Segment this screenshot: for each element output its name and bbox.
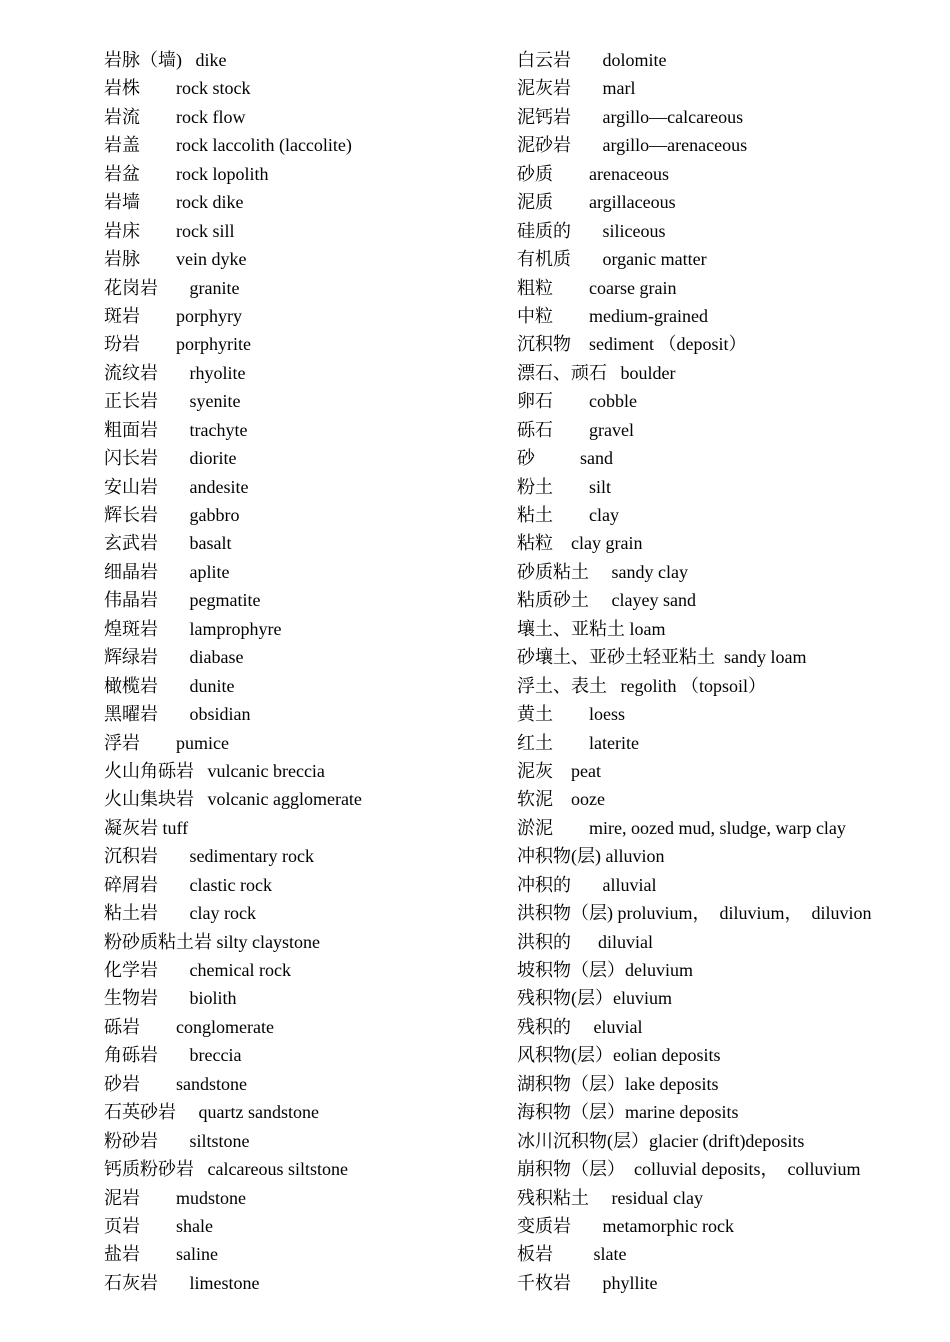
glossary-entry: 泥灰 peat [517,760,601,781]
glossary-entry: 橄榄岩 dunite [104,675,235,696]
glossary-entry: 坡积物（层）deluvium [517,960,693,980]
glossary-entry: 页岩 shale [104,1215,213,1236]
glossary-entry: 淤泥 mire, oozed mud, sludge, warp clay [517,817,846,838]
glossary-entry: 冲积物(层) alluvion [517,846,665,867]
glossary-entry: 粉砂岩 siltstone [104,1130,250,1151]
glossary-entry: 玄武岩 basalt [104,533,232,554]
glossary-entry: 钙质粉砂岩 calcareous siltstone [104,1159,348,1180]
glossary-entry: 残积物(层）eluvium [517,988,672,1009]
glossary-entry: 玢岩 porphyrite [104,334,251,355]
glossary-entry: 风积物(层）eolian deposits [517,1045,721,1066]
glossary-entry: 岩脉（墙) dike [104,50,227,70]
glossary-entry: 碎屑岩 clastic rock [104,874,272,895]
glossary-entry: 泥岩 mudstone [104,1187,246,1208]
glossary-entry: 生物岩 biolith [104,988,237,1009]
glossary-entry: 冰川沉积物(层）glacier (drift)deposits [517,1130,805,1151]
glossary-entry: 海积物（层）marine deposits [517,1102,739,1123]
glossary-entry: 闪长岩 diorite [104,448,237,469]
glossary-entry: 冲积的 alluvial [517,874,657,895]
glossary-entry: 浮岩 pumice [104,732,229,753]
glossary-entry: 火山集块岩 volcanic agglomerate [104,789,362,810]
glossary-entry: 化学岩 chemical rock [104,960,291,980]
glossary-entry: 沉积物 sediment （deposit） [517,334,747,355]
glossary-entry: 泥灰岩 marl [517,78,636,99]
glossary-entry: 洪积物（层) proluvium， diluvium， diluvion [517,903,872,924]
glossary-entry: 粘土岩 clay rock [104,903,256,924]
glossary-entry: 变质岩 metamorphic rock [517,1215,734,1236]
glossary-entry: 残积粘土 residual clay [517,1187,703,1208]
glossary-entry: 凝灰岩 tuff [104,817,189,838]
glossary-entry: 砂岩 sandstone [104,1073,247,1094]
glossary-entry: 粉土 silt [517,476,612,497]
glossary-entry: 硅质的 siliceous [517,220,666,241]
glossary-entry: 粘质砂土 clayey sand [517,590,696,611]
glossary-entry: 洪积的 diluvial [517,931,653,952]
glossary-entry: 岩床 rock sill [104,220,235,241]
glossary-entry: 角砾岩 breccia [104,1045,242,1066]
glossary-entry: 黑曜岩 obsidian [104,704,251,725]
glossary-entry: 砂壤土、亚砂土轻亚粘土 sandy loam [517,647,807,668]
glossary-entry: 岩墙 rock dike [104,192,244,213]
glossary-entry: 岩盖 rock laccolith (laccolite) [104,135,352,156]
glossary-entry: 残积的 eluvial [517,1016,643,1037]
glossary-entry: 泥质 argillaceous [517,192,676,213]
glossary-entry: 流纹岩 rhyolite [104,362,246,383]
glossary-entry: 中粒 medium-grained [517,305,708,326]
glossary-entry: 砂质 arenaceous [517,163,669,184]
glossary-entry: 粘土 clay [517,505,619,525]
glossary-entry: 沉积岩 sedimentary rock [104,846,314,867]
glossary-entry: 红土 laterite [517,732,639,753]
glossary-entry: 细晶岩 aplite [104,561,230,582]
glossary-entry: 岩流 rock flow [104,106,246,127]
glossary-entry: 卵石 cobble [517,391,637,412]
glossary-entry: 砾石 gravel [517,419,634,440]
glossary-entry: 岩脉 vein dyke [104,249,247,270]
glossary-entry: 火山角砾岩 vulcanic breccia [104,760,325,781]
glossary-entry: 岩株 rock stock [104,78,251,99]
glossary-entry: 湖积物（层）lake deposits [517,1073,719,1094]
glossary-entry: 粉砂质粘土岩 silty claystone [104,931,320,952]
glossary-entry: 石英砂岩 quartz sandstone [104,1102,319,1123]
glossary-entry: 正长岩 syenite [104,391,241,412]
glossary-entry: 石灰岩 limestone [104,1272,260,1293]
glossary-entry: 煌斑岩 lamprophyre [104,618,282,639]
glossary-entry: 黄土 loess [517,704,625,725]
glossary-entry: 软泥 ooze [517,789,605,810]
glossary-entry: 粗粒 coarse grain [517,277,677,298]
glossary-entry: 白云岩 dolomite [517,50,667,70]
glossary-entry: 粘粒 clay grain [517,533,643,554]
glossary-entry: 砂质粘土 sandy clay [517,561,688,582]
glossary-entry: 安山岩 andesite [104,476,249,497]
glossary-entry: 花岗岩 granite [104,277,240,298]
glossary-entry: 板岩 slate [517,1244,627,1265]
glossary-entry: 浮土、表土 regolith （topsoil） [517,675,766,696]
right-term-column [517,46,937,1297]
glossary-entry: 辉长岩 gabbro [104,505,240,525]
glossary-entry: 千枚岩 phyllite [517,1272,658,1293]
glossary-entry: 辉绿岩 diabase [104,647,244,668]
glossary-entry: 岩盆 rock lopolith [104,163,269,184]
glossary-entry: 壤土、亚粘土 loam [517,618,666,639]
left-term-column [104,46,494,1297]
glossary-entry: 泥钙岩 argillo—calcareous [517,106,744,127]
glossary-entry: 粗面岩 trachyte [104,419,248,440]
glossary-entry: 伟晶岩 pegmatite [104,590,261,611]
glossary-entry: 泥砂岩 argillo—arenaceous [517,135,748,156]
glossary-entry: 漂石、顽石 boulder [517,362,676,383]
glossary-entry: 崩积物（层） colluvial deposits， colluvium [517,1159,861,1180]
glossary-entry: 斑岩 porphyry [104,305,242,326]
glossary-entry: 砂 sand [517,448,613,469]
glossary-entry: 砾岩 conglomerate [104,1016,274,1037]
glossary-entry: 盐岩 saline [104,1244,218,1265]
glossary-entry: 有机质 organic matter [517,249,707,270]
